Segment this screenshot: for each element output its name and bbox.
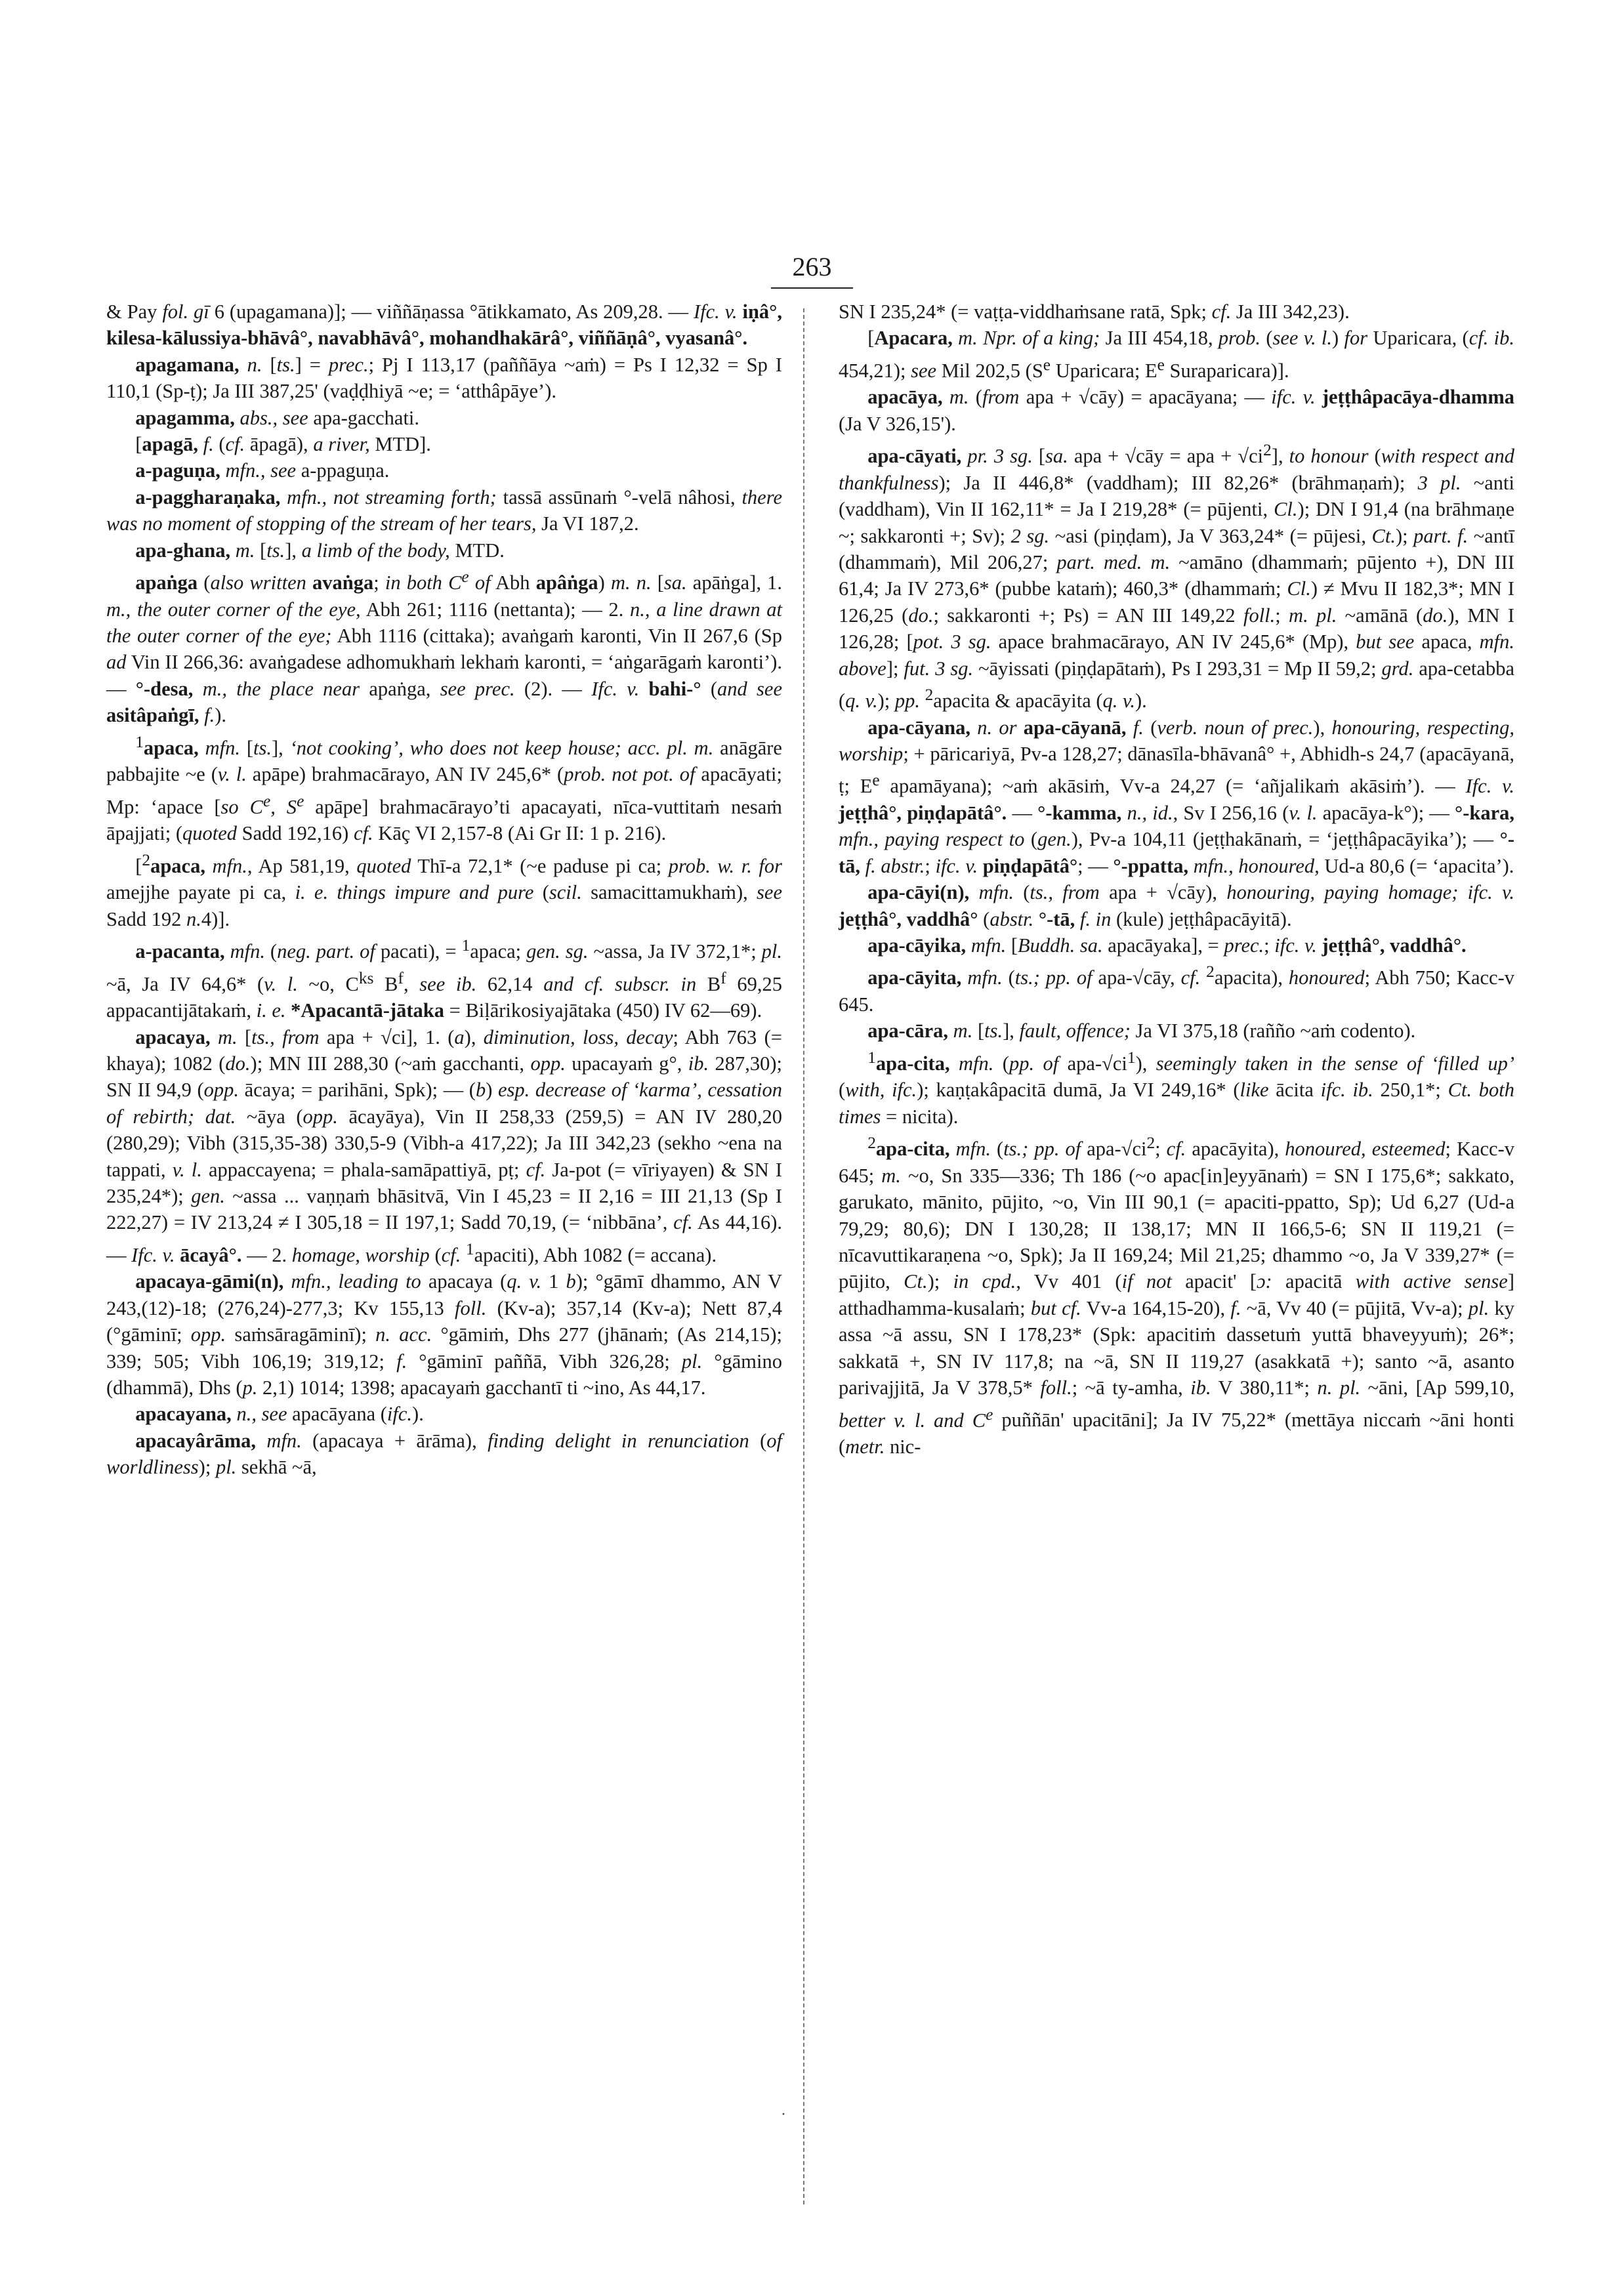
left-dictionary-entry: apa-ghana, m. [ts.], a limb of the body, MTD. [135,539,505,562]
bottom-mark: · [781,2106,786,2123]
right-dictionary-entry: apa-cāyana, n. or apa-cāyanā, f. (verb. noun of prec.), honouring, respecting, worship; + pāricariyā, Pv-a 128,27; dānasīla-bhāvanâ° +, Abhidh-s 24,7 (apacāyanā, ṭ; $E^e$ apamāyana); ~aṁ akāsiṁ, Vv-a 24,27 (= ‘añjalikaṁ akāsiṁ’). — Ifc. v. jeṭṭhâ°, piṇḍapātâ°. — °-kamma, n., id., Sv I 256,16 (v. l. apacāya-k°); — °-kara, mfn., paying respect to (gen.), Pv-a 104,11 (jeṭṭhakānaṁ, = ‘jeṭṭhâpacāyika’); — °-tā, f. abstr.; ifc. v. piṇḍapātâ°; — °-ppatta, mfn., honoured, Ud-a 80,6 (= ‘apacita’). [839,716,1515,877]
right-dictionary-entry: $^2$apa-cita, mfn. (ts.; pp. of apa-$√ci^2$; cf. apacāyita), honoured, esteemed; Kacc-v 645; m. ~o, Sn 335—336; Th 186 (~o apac[in]eyyānaṁ) = SN I 175,6*; sakkato, garukato, mānito, pūjito, ~o, Vin III 90,1 (= apaciti-ppatto, Sp); Ud 6,27 (Ud-a 79,29; 80,6); DN I 130,28; II 138,17; MN II 166,5-6; SN II 119,21 (= nīcavuttikaraṇena ~o, Spk); Ja II 169,24; Mil 21,25; dhammo ~o, Ja V 339,27* (= pūjito, Ct.); in cpd., Vv 401 (if not apacit' [ɔ: apacitā with active sense] atthadhamma-kusalaṁ; but cf. Vv-a 164,15-20), f. ~ā, Vv 40 (= pūjitā, Vv-a); pl. ky assa ~ā assu, SN I 178,23* (Spk: apacitiṁ dassetuṁ yuttā bhaveyyuṁ); 26*; sakkatā +, SN IV 117,8; na ~ā, SN II 119,27 (asakkatā +); santo ~ā, asanto parivajjitā, Ja V 378,5* foll.; ~ā ty-amha, ib. V 380,11*; n. pl. ~āni, [Ap 599,10, better v. l. and Ce puññān' upacitāni]; Ja IV 75,22* (mettāya niccaṁ ~āni honti (metr. nic- [839,1134,1515,1458]
left-dictionary-entry: apacayana, n., see apacāyana (ifc.). [135,1403,424,1426]
page-number: 263 [771,251,853,289]
right-dictionary-entry: apa-cāyika, mfn. [Buddh. sa. apacāyaka], = prec.; ifc. v. jeṭṭhâ°, vaddhâ°. [867,934,1467,957]
right-column [839,299,1514,1460]
left-dictionary-entry: a-paguṇa, mfn., see a-ppaguṇa. [135,459,390,482]
left-dictionary-entry: apaṅga (also written avaṅga; in both Ce of Abh apâṅga) m. n. [sa. apāṅga], 1. m., the outer corner of the eye, Abh 261; 1116 (nettanta); — 2. n., a line drawn at the outer corner of the eye; Abh 1116 (cittaka); avaṅgaṁ karonti, Vin II 267,6 (Sp ad Vin II 266,36: avaṅgadese adhomukhaṁ lekhaṁ karonti, = ‘aṅgarāgaṁ karonti’). — °-desa, m., the place near apaṅga, see prec. (2). — Ifc. v. bahi-° (and see asitâpaṅgī, f.). [106,568,782,727]
left-dictionary-entry: apagamma, abs., see apa-gacchati. [135,406,420,429]
right-dictionary-entry: $^1$apa-cita, mfn. (pp. of apa-$√ci^1$), seemingly taken in the sense of ‘filled up’ (with, ifc.); kaṇṭakâpacitā dumā, Ja VI 249,16* (like ācita ifc. ib. 250,1*; Ct. both times = nicita). [839,1048,1515,1128]
right-dictionary-entry: apa-cāra, m. [ts.], fault, offence; Ja VI 375,18 (rañño ~aṁ codento). [867,1020,1416,1043]
right-dictionary-entry: [Apacara, m. Npr. of a king; Ja III 454,18, prob. (see v. l.) for Uparicara, (cf. ib. 454,21); see Mil 202,5 ($S^e$ Uparicara; $E^e$ Suraparicara)]. [839,327,1514,382]
right-dictionary-entry: apa-cāyita, mfn. (ts.; pp. of apa-√cāy, cf. $^2$apacita), honoured; Abh 750; Kacc-v 645. [839,962,1514,1016]
left-dictionary-entry: apacayârāma, mfn. (apacaya + ārāma), finding delight in renunciation (of worldliness); pl. sekhā ~ā, [106,1429,782,1479]
left-dictionary-entry: a-paggharaṇaka, mfn., not streaming forth; tassā assūnaṁ °-velā nâhosi, there was no moment of stopping of the stream of her tears, Ja VI 187,2. [106,486,782,535]
right-dictionary-entry: apa-cāyati, pr. 3 sg. [sa. apa + √cāy = apa + $√ci^2$], to honour (with respect and thankfulness); Ja II 446,8* (vaddham); III 82,26* (brāhmaṇaṁ); 3 pl. ~anti (vaddham), Vin II 162,11* = Ja I 219,28* (= pūjenti, Cl.); DN I 91,4 (na brāhmaṇe ~; sakkaronti +; Sv); 2 sg. ~asi (piṇḍam), Ja V 363,24* (= pūjesi, Ct.); part. f. ~antī (dhammaṁ), Mil 206,27; part. med. m. ~amāno (dhammaṁ; pūjento +), DN III 61,4; Ja IV 273,6* (pubbe kataṁ); 460,3* (dhammaṁ; Cl.) ≠ Mvu II 182,3*; MN I 126,25 (do.; sakkaronti +; Ps) = AN III 149,22 foll.; m. pl. ~amānā (do.), MN I 126,28; [pot. 3 sg. apace brahmacārayo, AN IV 245,6* (Mp), but see apaca, mfn. above]; fut. 3 sg. ~āyissati (piṇḍapātaṁ), Ps I 293,31 = Mp II 59,2; grd. apa-cetabba (q. v.); pp. $^2$apacita & apacāyita (q. v.). [839,441,1515,713]
left-dictionary-entry: [$^2$apaca, mfn., Ap 581,19, quoted Thī-a 72,1* (~e paduse pi ca; prob. w. r. for amejjhe payate pi ca, i. e. things impure and pure (scil. samacittamukhaṁ), see Sadd 192 n.4)]. [106,850,782,930]
right-dictionary-entry: SN I 235,24* (= vaṭṭa-viddhaṁsane ratā, Spk; cf. Ja III 342,23). [839,300,1350,323]
left-dictionary-entry: [apagā, f. (cf. āpagā), a river, MTD]. [135,433,431,456]
left-column [106,299,782,1481]
left-dictionary-entry: a-pacanta, mfn. (neg. part. of pacati), = $^1$apaca; gen. sg. ~assa, Ja IV 372,1*; pl. ~ā, Ja IV 64,6* (v. l. ~o, $C^{ks}$ $B^f$, see ib. 62,14 and cf. subscr. in $B^f$ 69,25 appacantijātakaṁ, i. e. *Apacantā-jātaka = Biḷārikosiyajātaka (450) IV 62—69). [106,936,783,1022]
column-divider [803,308,804,2204]
right-dictionary-entry: apacāya, m. (from apa + √cāy) = apacāyana; — ifc. v. jeṭṭhâpacāya-dhamma (Ja V 326,15'). [839,386,1514,435]
left-dictionary-entry: apagamana, n. [ts.] = prec.; Pj I 113,17 (paññāya ~aṁ) = Ps I 12,32 = Sp I 110,1 (Sp-ṭ); Ja III 387,25' (vaḍḍhiyā ~e; = ‘atthâpāye’). [106,353,782,403]
left-dictionary-entry: apacaya, m. [ts., from apa + √ci], 1. (a), diminution, loss, decay; Abh 763 (= khaya); 1082 (do.); MN III 288,30 (~aṁ gacchanti, opp. upacayaṁ g°, ib. 287,30); SN II 94,9 (opp. ācaya; = parihāni, Spk); — (b) esp. decrease of ‘karma’, cessation of rebirth; dat. ~āya (opp. ācayāya), Vin II 258,33 (259,5) = AN IV 280,20 (280,29); Vibh (315,35-38) 330,5-9 (Vibh-a 417,22); Ja III 342,23 (sekho ~ena na tappati, v. l. appaccayena; = phala-samāpattiyā, pṭ; cf. Ja-pot (= vīriyayen) & SN I 235,24*); gen. ~assa ... vaṇṇaṁ bhāsitvā, Vin I 45,23 = II 2,16 = III 21,13 (Sp I 222,27) = IV 213,24 ≠ I 305,18 = II 197,1; Sadd 70,19, (= ‘nibbāna’, cf. As 44,16). — Ifc. v. ācayâ°. — 2. homage, worship (cf. $^1$apaciti), Abh 1082 (= accana). [106,1025,783,1266]
left-dictionary-entry: $^1$apaca, mfn. [ts.], ‘not cooking’, who does not keep house; acc. pl. m. anāgāre pabbajite ~e (v. l. apāpe) brahmacārayo, AN IV 245,6* (prob. not pot. of apacāyati; Mp: ‘apace [so Ce, $S^e$ apāpe] brahmacārayo’ti apacayati, nīca-vuttitaṁ nesaṁ āpajjati; (quoted Sadd 192,16) cf. Kāç VI 2,157-8 (Ai Gr II: 1 p. 216). [106,732,783,845]
left-dictionary-entry: & Pay fol. gī 6 (upagamana)]; — viññāṇassa °ātikkamato, As 209,28. — Ifc. v. iṇâ°, kilesa-kālussiya-bhāvâ°, navabhāvâ°, mohandhakārâ°, viññāṇâ°, vyasanâ°. [106,300,782,350]
left-dictionary-entry: apacaya-gāmi(n), mfn., leading to apacaya (q. v. 1 b); °gāmī dhammo, AN V 243,(12)-18; (276,24)-277,3; Kv 155,13 foll. (Kv-a); 357,14 (Kv-a); Nett 87,4 (°gāminī; opp. saṁsāragāminī); n. acc. °gāmiṁ, Dhs 277 (jhānaṁ; (As 214,15); 339; 505; Vibh 106,19; 319,12; f. °gāminī paññā, Vibh 326,28; pl. °gāmino (dhammā), Dhs (p. 2,1) 1014; 1398; apacayaṁ gacchantī ti ~ino, As 44,17. [106,1270,783,1399]
right-dictionary-entry: apa-cāyi(n), mfn. (ts., from apa + √cāy), honouring, paying homage; ifc. v. jeṭṭhâ°, vaddhâ° (abstr. °-tā, f. in (kule) jeṭṭhâpacāyitā). [839,881,1514,930]
